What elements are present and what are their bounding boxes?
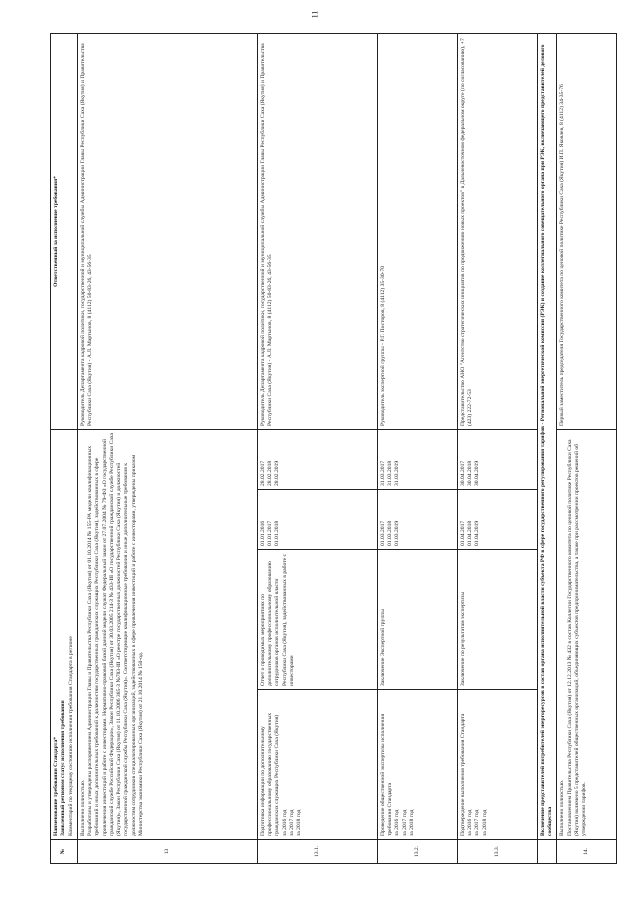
row-13-3-start — [457, 490, 537, 550]
row-13-3-end — [457, 429, 537, 489]
row-13-2-end-3: 31.03.2019 — [394, 460, 401, 486]
row-14-title-num — [537, 840, 557, 864]
table-row-13-1 — [257, 33, 377, 863]
table-row-13 — [77, 33, 257, 863]
row-13-1-start-2: 01.01.2017 — [267, 520, 274, 546]
row-13-2-start-2: 01.03.2018 — [387, 520, 394, 546]
row-13-2-responsible: Руководитель экспертной группы - Р.Г. Посторов, 8 (4112) 35-30-70 — [377, 33, 457, 429]
table-row-13-3 — [457, 33, 537, 863]
row-13-responsible: Руководитель Департамента кадровой политики, государственной и муниципальной службы Администрации Главы Республики Саха (Якутия) и Правительства Республики Саха (Якутия) - А.Л. Мартынов, 8 (4112) 50-83-26, 43-56-35 — [77, 33, 257, 429]
header-name-line3: Комментарий по текущему состоянию исполнения требования Стандарта в регионе — [67, 636, 74, 836]
row-13-2-result: Заключение Экспертной группы — [377, 550, 457, 690]
rotated-document — [50, 34, 610, 864]
row-13-3-name-cell — [457, 690, 537, 840]
row-13-1-year-3: за 2018 год — [296, 809, 303, 836]
row-13-3-start-3: 01.04.2019 — [474, 520, 481, 546]
standard-table — [50, 33, 617, 864]
row-13-text: Разработаны и утверждены распоряжением Администрации Главы и Правительства Республики Саха (Якутия) от 01.10.2014 № 155-РА модели квалификационных требований и иных дополнительных требований к должностям государственных гражданских служащих Республики Саха (Якутия), задействованных в сфере привлечения инвестиций и работе с инвесторами. Нормативно-правовой базой данной модели служат Федеральный закон от 27.07.2004 № 79-ФЗ «О государственной гражданской службе Российской Федерации», Закон Республики Саха (Якутия) от 30.03.2005 214-З № 433-III «О государственной гражданской службе Республики Саха (Якутия)», Закон Республики Саха (Якутия) от 11.10.2006 385-З №783-III «О реестре государственных должностей Республики Саха (Якутия) и должностей государственной гражданской службы Республики Саха (Якутия)». Соответствующие квалификационные требования и иные дополнительные требования к должностям сотрудников специализированных организаций, задействованных в сфере привлечения инвестиций и работе с инвесторами, утверждены приказом Министерства экономики Республики Саха (Якутия) от 21.10.2014 № 150-од. — [87, 432, 144, 836]
row-13-3-year-2: за 2017 год — [474, 809, 481, 836]
header-num: № — [51, 840, 78, 864]
row-13-1-year-1: за 2016 год — [281, 809, 288, 836]
page-number: 11 — [310, 10, 320, 19]
row-13-2-name-cell — [377, 690, 457, 840]
row-13-1-responsible: Руководитель Департамента кадровой политики, государственной и муниципальной службы Администрации Главы Республики Саха (Якутия) и Правительства Республики Саха (Якутия) - А.Л. Мартынов, 8 (4112) 50-83-26, 43-56-35 — [257, 33, 377, 429]
table-row-14 — [557, 33, 617, 863]
row-13-2-start — [377, 490, 457, 550]
row-13-3-start-1: 01.04.2017 — [459, 520, 466, 546]
row-13-2-end-2: 31.03.2018 — [387, 460, 394, 486]
row-13-3-start-2: 01.04.2018 — [467, 520, 474, 546]
header-name-line2: Заявленный регионом статус исполнения требования — [60, 700, 67, 836]
row-13-1-year-2: за 2017 год — [288, 809, 295, 836]
row-13-2-year-3: за 2018 год — [408, 809, 415, 836]
row-13-1-start-3: 01.01.2018 — [274, 520, 281, 546]
row-13-3-end-2: 30.04.2018 — [467, 460, 474, 486]
row-14-status: Выполнено полностью. — [559, 779, 566, 836]
row-13-3-end-3: 30.04.2019 — [474, 460, 481, 486]
row-14-title: Включение представителей потребителей энергоресурсов в состав органа исполнительной власти субъекта РФ в сфере государственного регулирования тарифов - Региональной энергетической комиссии (РЭК) и создание коллегиального совещательного органа при РЭК, включающего представителей делового сообщества — [537, 33, 557, 839]
row-13-3-name: Подтверждение выполнения требования Стандарта — [459, 713, 466, 836]
row-13-1-result: Отчет о проводимых мероприятиях по дополнительному профессиональному образованию сотрудников органов исполнительной власти Республики Саха (Якутия), задействованных в работе с инвесторами — [257, 550, 377, 690]
row-13-3-end-1: 30.04.2017 — [459, 460, 466, 486]
row-14-num: 14. — [557, 840, 617, 864]
row-13-2-num: 13.2. — [377, 840, 457, 864]
row-13-2-start-1: 01.03.2017 — [379, 520, 386, 546]
row-13-2-year-2: за 2017 год — [401, 809, 408, 836]
row-13-1-start-1: 01.01.2016 — [259, 520, 266, 546]
row-14-responsible: Первый заместитель председателя Государственного комитета по ценовой политике Республики Саха (Якутия) И.П. Яковлев, 8 (4112) 34-35-76 — [557, 33, 617, 429]
row-13-1-name: Подготовка информации по дополнительному профессиональному образованию государственных гражданских служащих Республики Саха (Якутия) — [259, 712, 281, 836]
row-13-text-cell — [77, 429, 257, 839]
row-13-1-end — [257, 429, 377, 489]
header-name-cell — [51, 429, 78, 839]
row-13-3-year-1: за 2016 год — [467, 809, 474, 836]
table-row-14-title — [537, 33, 557, 863]
row-13-2-start-3: 01.03.2019 — [394, 520, 401, 546]
row-14-text-cell — [557, 429, 617, 839]
row-13-num: 13 — [77, 840, 257, 864]
row-13-1-end-2: 28.02.2018 — [267, 460, 274, 486]
row-13-2-name: Проведение общественной экспертизы исполнения требования Стандарта — [379, 713, 394, 836]
row-13-2-end-1: 31.03.2017 — [379, 460, 386, 486]
row-13-1-num: 13.1. — [257, 840, 377, 864]
row-13-3-year-3: за 2018 год — [481, 809, 488, 836]
header-name-line1: Наименование требования Стандарта* — [53, 736, 59, 836]
row-13-1-name-cell — [257, 690, 377, 840]
row-13-1-end-1: 28.02.2017 — [259, 460, 266, 486]
table-row-13-2 — [377, 33, 457, 863]
row-13-2-end — [377, 429, 457, 489]
row-13-status: Выполнено полностью. — [79, 779, 86, 836]
row-14-text: Постановлением Правительства Республики Саха (Якутия) от 12.12.2013 № 432 в состав Коллегии Государственного комитета по ценовой политике Республики Саха (Якутия) включено 5 представителей общественных организаций, объединяющих субъектов предпринимательства, а также при рассмотрении проектов решений об утверждении тарифов. — [566, 439, 588, 836]
header-responsible: Ответственный за исполнение требования* — [51, 33, 78, 429]
row-13-1-end-3: 28.02.2019 — [274, 460, 281, 486]
row-13-3-num: 13.3. — [457, 840, 537, 864]
row-13-3-responsible: Представительство АНО "Агентство стратегических инициатив по продвижению новых проектов" в Дальневосточном федеральном округе (по согласованию), +7 (423) 222-72-53 — [457, 33, 537, 429]
row-13-3-result: Заключение по результатам экспертизы — [457, 550, 537, 690]
row-13-1-start — [257, 490, 377, 550]
table-header-row — [51, 33, 78, 863]
row-13-2-year-1: за 2016 год — [394, 809, 401, 836]
